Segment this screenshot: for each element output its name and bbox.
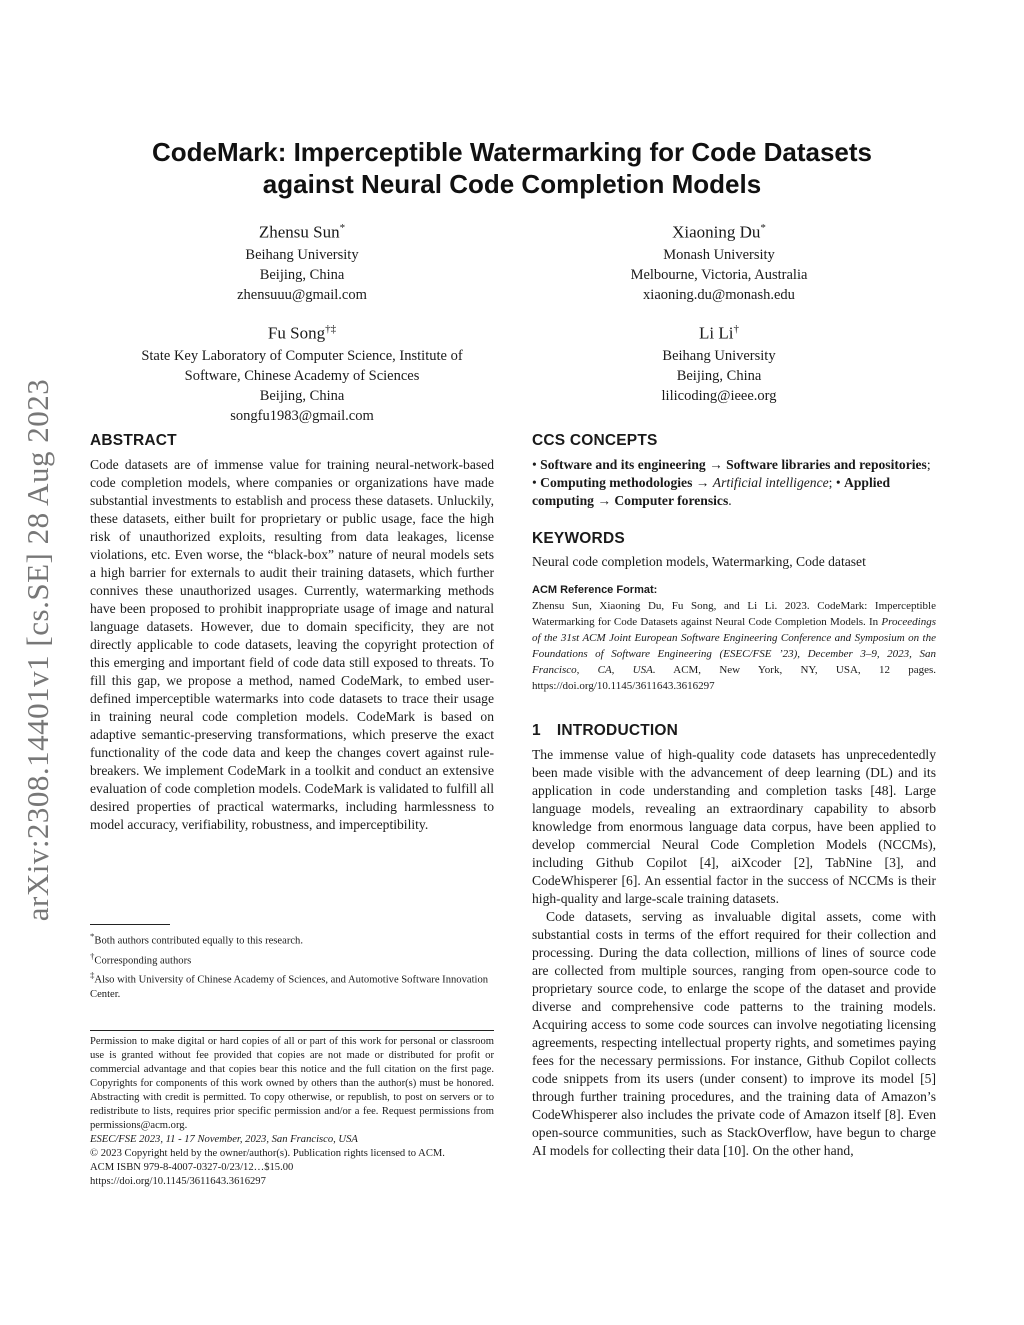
author-email: xiaoning.du@monash.edu [643, 286, 795, 303]
keywords-section [532, 530, 936, 571]
keywords-text: Neural code completion models, Watermarking, Code dataset [532, 554, 866, 569]
author-block-1 [90, 216, 514, 305]
author-affiliation: State Key Laboratory of Computer Science, Institute of [141, 347, 463, 364]
footnotes [90, 924, 494, 1002]
copyright-line: © 2023 Copyright held by the owner/author(s). Publication rights licensed to ACM. [90, 1148, 445, 1159]
author-name: Fu Song†‡ [267, 323, 337, 343]
author-name: Li Li† [699, 323, 739, 343]
permission-rule [90, 1030, 494, 1031]
author-location: Beijing, China [259, 266, 345, 283]
isbn-line: ACM ISBN 979-8-4007-0327-0/23/12…$15.00 [90, 1162, 294, 1173]
permission-text: Permission to make digital or hard copies of all or part of this work for personal or classroom use is granted without fee provided that copies are not made or distributed for profit or commercial advantage and that copies bear this notice and the full citation on the first page. Copyrights for components of this work owned by others than the author(s) must be honored. Abstracting with credit is permitted. To copy otherwise, or republish, to post on servers or to redistribute to lists, requires prior specific permission and/or a fee. Request permissions from permissions@acm.org. [90, 1036, 494, 1131]
introduction-heading: 1 INTRODUCTION [532, 722, 679, 739]
author-affiliation-cont: Software, Chinese Academy of Sciences [184, 367, 420, 384]
author-block-2 [514, 216, 924, 305]
author-name: Xiaoning Du* [672, 222, 766, 242]
intro-paragraph: Code datasets, serving as invaluable digital assets, come with substantial costs in terms of the effort required for their collection and processing. During the data collection, millions of lines of source code are collected from multiple sources, ranging from open-source code to proprietary source code, to enlarge the scope of the dataset and provide diverse and comprehensive code patterns to the training models. Acquiring access to some code sources can involve negotiating licensing agreements, respecting intellectual property rights, and sometimes paying fees for the necessary permissions. For instance, Github Copilot collects code snippets from its users (under consent) to improve its model [5] through further training procedures, and the training data of Amazon’s CodeWhisperer also includes the private code of Amazon itself [8]. Even open-source communities, such as StackOverflow, have begun to charge AI models for collecting their data [10]. On the other hand, [532, 909, 936, 1158]
abstract-heading: ABSTRACT [90, 432, 177, 449]
acm-reference [532, 583, 936, 694]
footnote-item: †Corresponding authors [90, 950, 192, 967]
introduction-section [532, 722, 936, 1160]
abstract-section [90, 432, 494, 834]
ccs-concepts: • Software and its engineering → Software libraries and repositories; • Computing methodologies → Artificial intelligence; • Applied computing → Computer forensics. [532, 457, 931, 508]
footnote-rule [90, 924, 170, 925]
author-location: Beijing, China [259, 387, 345, 404]
arxiv-identifier: arXiv:2308.14401v1 [cs.SE] 28 Aug 2023 [20, 378, 55, 922]
permission-block [90, 1030, 494, 1189]
intro-paragraph: The immense value of high-quality code datasets has unprecedentedly been made visible with the advancement of deep learning (DL) and its application in code understanding and completion tasks [48]. Large language models, revealing an extraordinary capability to absorb knowledge from enormous language data corpus, have been applied to develop commercial Neural Code Completion Models (NCCMs), including Github Copilot [4], aiXcoder [2], TabNine [3], and CodeWhisperer [6]. An essential factor in the success of NCCMs is their high-quality and large-scale training datasets. [532, 747, 936, 906]
keywords-heading: KEYWORDS [532, 530, 625, 547]
doi-line: https://doi.org/10.1145/3611643.3616297 [90, 1176, 266, 1187]
author-affiliation: Beihang University [662, 347, 776, 364]
title-line-1: CodeMark: Imperceptible Watermarking for Code Datasets [152, 137, 872, 167]
abstract-text: Code datasets are of immense value for training neural-network-based code completion models, where companies or organizations have made substantial investments to establish and process these datasets. Unluckily, these datasets, either built for proprietary or public usage, face the high risk of unauthorized exploits, resulting from data leakages, license violations, etc. Even worse, the “black-box” nature of neural models sets a high barrier for externals to audit their training datasets, which further connives these unauthorized usages. Currently, watermarking methods have been proposed to prohibit inappropriate usage of image and natural language datasets. However, due to domain specificity, they are not directly applicable to code datasets, leaving the copyright protection of this emerging and important field of code data still exposed to threats. To fill this gap, we propose a method, named CodeMark, to embed user-defined imperceptible watermarks into code datasets to trace their usage in training neural code completion models. CodeMark is based on adaptive semantic-preserving transformations, which preserve the exact functionality of the code data and keep the changes covert against rule-breakers. We implement CodeMark in a toolkit and conduct an extensive evaluation of code completion models. CodeMark is validated to fulfill all desired properties of practical watermarks, including harmlessness to model accuracy, verifiability, robustness, and imperceptibility. [90, 457, 494, 832]
acm-reference-text: Zhensu Sun, Xiaoning Du, Fu Song, and Li Li. 2023. CodeMark: Imperceptible Watermarking for Code Datasets against Neural Code Completion Models. In Proceedings of the 31st ACM Joint European Software Engineering Conference and Symposium on the Foundations of Software Engineering (ESEC/FSE ’23), December 3–9, 2023, San Francisco, CA, USA. ACM, New York, NY, USA, 12 pages. https://doi.org/10.1145/3611643.3616297 [532, 600, 936, 692]
author-email: lilicoding@ieee.org [661, 387, 777, 404]
author-email: songfu1983@gmail.com [230, 407, 374, 424]
acm-reference-heading: ACM Reference Format: [532, 584, 658, 596]
ccs-section [532, 432, 936, 510]
paper-title [90, 136, 934, 200]
author-location: Beijing, China [676, 367, 762, 384]
author-email: zhensuuu@gmail.com [237, 286, 367, 303]
author-location: Melbourne, Victoria, Australia [630, 266, 808, 283]
ccs-heading: CCS CONCEPTS [532, 432, 658, 449]
venue-line: ESEC/FSE 2023, 11 - 17 November, 2023, San Francisco, USA [90, 1134, 358, 1145]
author-name: Zhensu Sun* [258, 222, 346, 242]
author-affiliation: Beihang University [245, 246, 359, 263]
footnote-item: *Both authors contributed equally to this research. [90, 931, 304, 947]
author-block-4 [514, 317, 924, 406]
title-line-2: against Neural Code Completion Models [262, 169, 762, 199]
author-affiliation: Monash University [663, 246, 775, 263]
author-block-3 [90, 317, 514, 426]
footnote-item: ‡Also with University of Chinese Academy of Sciences, and Automotive Software Innovation Center. [90, 970, 489, 1000]
